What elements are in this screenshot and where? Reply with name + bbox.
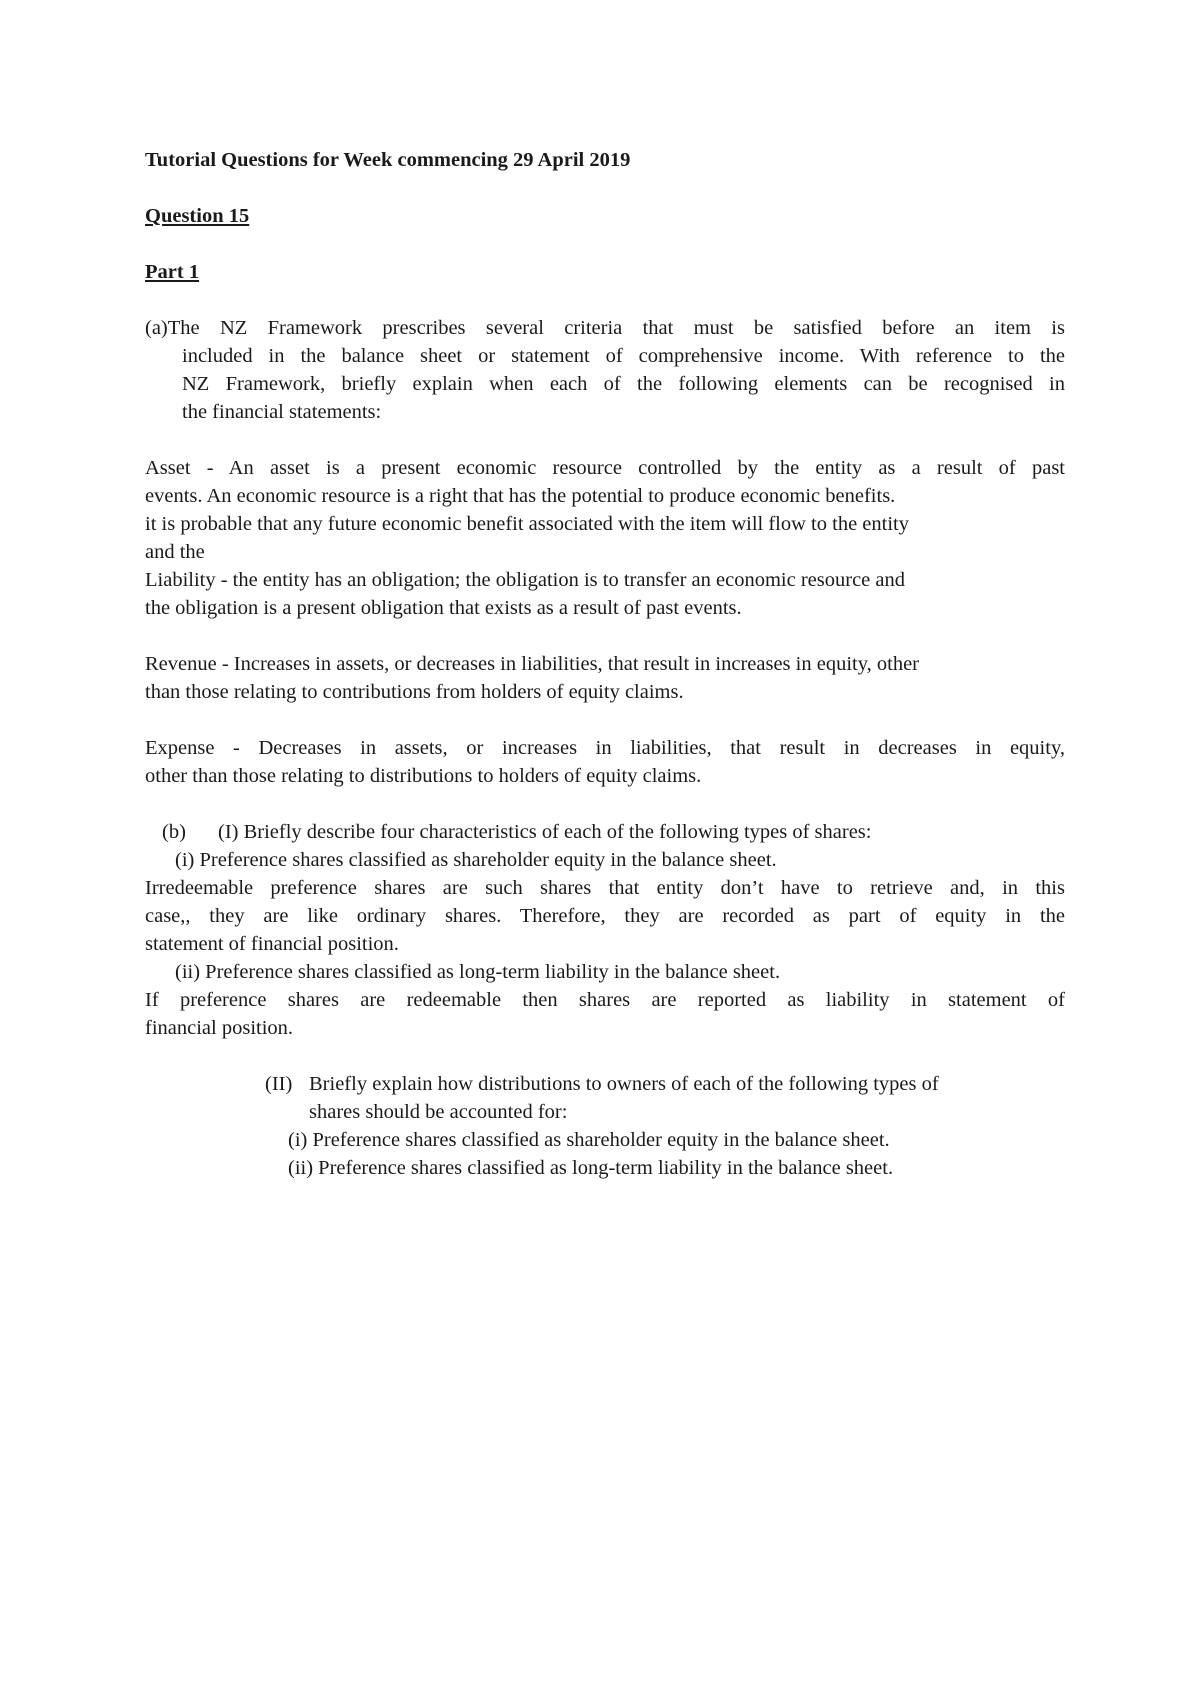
document-title: Tutorial Questions for Week commencing 29 April 2019: [145, 149, 631, 171]
answer-i-line-3: statement of financial position.: [145, 933, 399, 955]
question-II-item-ii: (ii) Preference shares classified as long-term liability in the balance sheet.: [288, 1157, 894, 1179]
question-II-line-2: shares should be accounted for:: [309, 1101, 568, 1123]
question-II-line-1: Briefly explain how distributions to owners of each of the following types of: [309, 1073, 939, 1095]
answer-i-line-1: Irredeemable preference shares are such shares that entity don’t have to retrieve and, in this: [145, 877, 1065, 899]
answer-ii-line-1: If preference shares are redeemable then shares are reported as liability in statement of: [145, 989, 1065, 1011]
answer-i-line-2: case,, they are like ordinary shares. Therefore, they are recorded as part of equity in the: [145, 905, 1065, 927]
expense-line-1: Expense - Decreases in assets, or increases in liabilities, that result in decreases in equity,: [145, 737, 1065, 759]
part-a-line-3: NZ Framework, briefly explain when each of the following elements can be recognised in: [182, 373, 1065, 395]
liability-line-1: Liability - the entity has an obligation; the obligation is to transfer an economic resource and: [145, 569, 905, 591]
asset-line-1: Asset - An asset is a present economic resource controlled by the entity as a result of past: [145, 457, 1065, 479]
part-a-line-2: included in the balance sheet or statement of comprehensive income. With reference to the: [182, 345, 1065, 367]
answer-ii-line-2: financial position.: [145, 1017, 294, 1039]
part-heading: Part 1: [145, 261, 200, 283]
part-a-line-4: the financial statements:: [182, 401, 382, 423]
revenue-line-1: Revenue - Increases in assets, or decreases in liabilities, that result in increases in equity, other: [145, 653, 919, 675]
expense-line-2: other than those relating to distributions to holders of equity claims.: [145, 765, 702, 787]
revenue-line-2: than those relating to contributions from holders of equity claims.: [145, 681, 684, 703]
part-b-label: (b): [162, 821, 186, 843]
question-II-item-i: (i) Preference shares classified as shareholder equity in the balance sheet.: [288, 1129, 890, 1151]
part-a-line-1: (a)The NZ Framework prescribes several criteria that must be satisfied before an item is: [145, 317, 1065, 339]
question-II-label: (II): [265, 1073, 293, 1095]
part-b-question-I: (I) Briefly describe four characteristics of each of the following types of shares:: [218, 821, 872, 843]
part-b-item-i: (i) Preference shares classified as shareholder equity in the balance sheet.: [175, 849, 777, 871]
asset-line-2: events. An economic resource is a right that has the potential to produce economic benefits.: [145, 485, 896, 507]
liability-line-2: the obligation is a present obligation that exists as a result of past events.: [145, 597, 742, 619]
asset-line-3: it is probable that any future economic benefit associated with the item will flow to the entity: [145, 513, 909, 535]
question-heading: Question 15: [145, 205, 250, 227]
part-b-item-ii: (ii) Preference shares classified as long-term liability in the balance sheet.: [175, 961, 781, 983]
asset-line-4: and the: [145, 541, 205, 563]
